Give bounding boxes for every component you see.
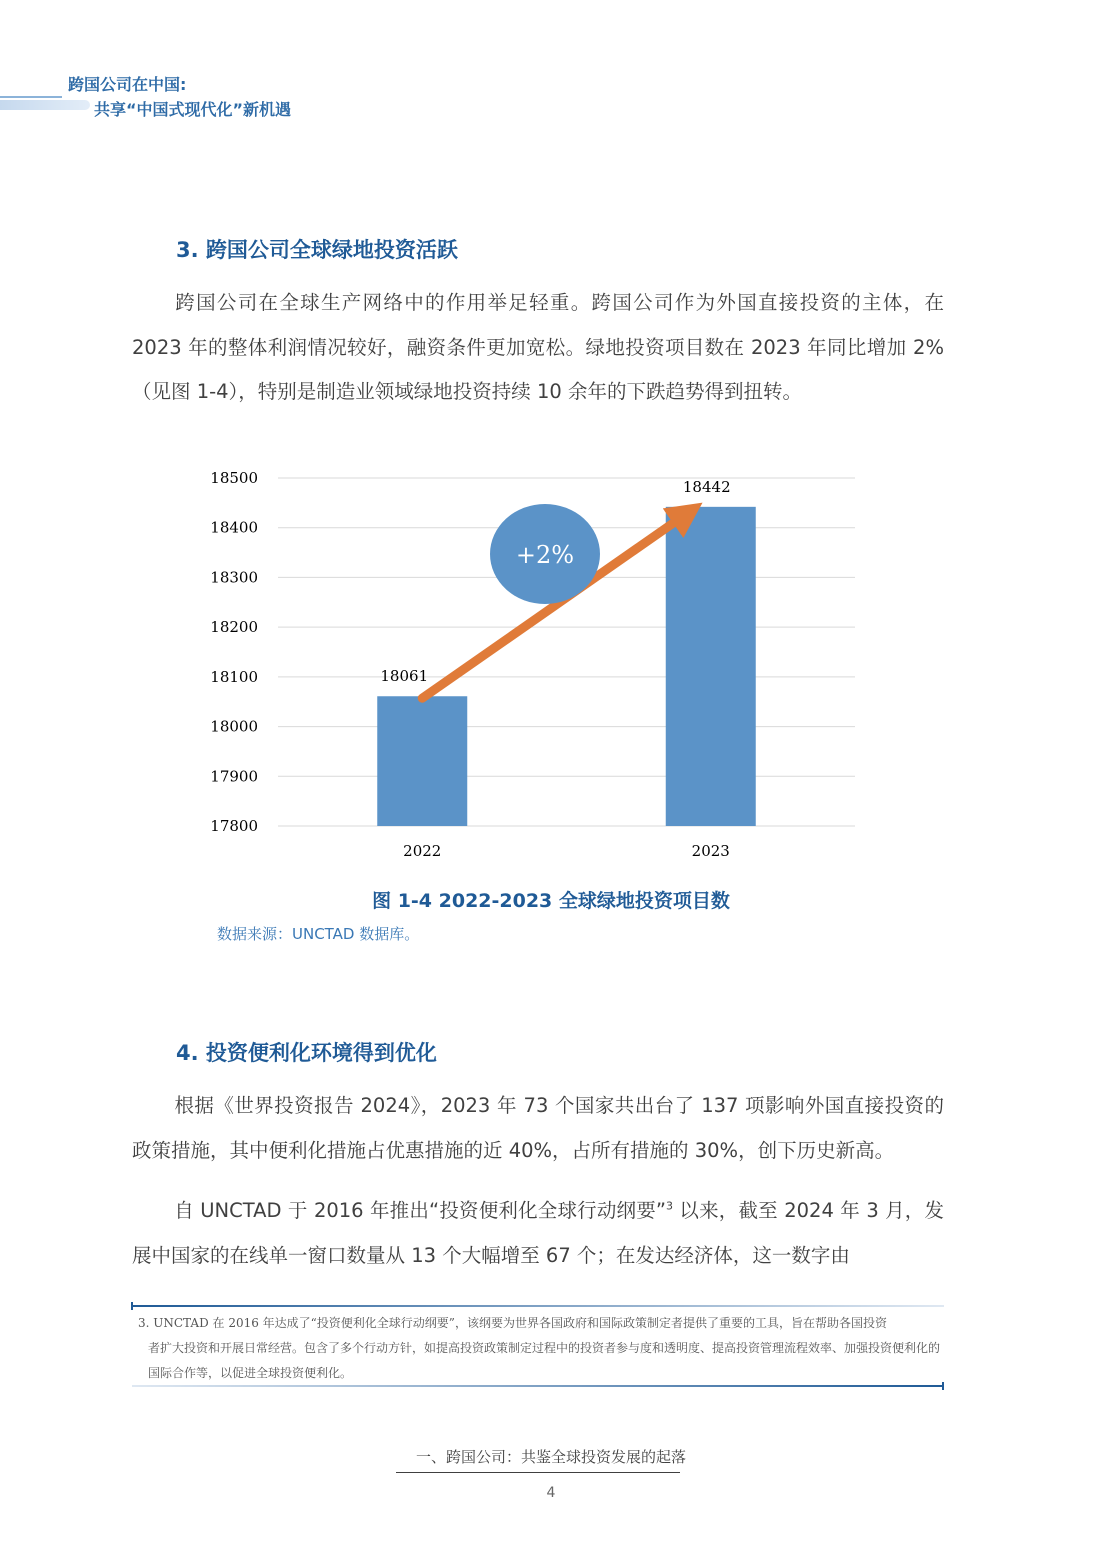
growth-annotation: +2% (515, 541, 575, 569)
x-tick-label: 2023 (691, 842, 730, 860)
section-4-paragraph-1 (132, 1084, 944, 1173)
y-tick-label: 17900 (210, 767, 258, 786)
footer-rule (396, 1472, 680, 1473)
y-tick-label: 18000 (210, 717, 258, 736)
section-4-heading: 4. 投资便利化环境得到优化 (176, 1041, 437, 1065)
footnote-3-continuation: 者扩大投资和开展日常经营。包含了多个行动方针，如提高投资政策制定过程中的投资者参与度和透明度、提高投资管理流程效率、加强投资便利化的国际合作等，以促进全球投资便利化。 (148, 1341, 941, 1380)
chart-annotation (422, 504, 691, 698)
running-header-line2: 共享“中国式现代化”新机遇 (94, 100, 292, 119)
section-3-text: 跨国公司在全球生产网络中的作用举足轻重。跨国公司作为外国直接投资的主体，在 2023 年的整体利润情况较好，融资条件更加宽松。绿地投资项目数在 2023 年同比增加 2%（见图 1-4），特别是制造业领域绿地投资持续 10 余年的下跌趋势得到扭转。 (132, 291, 944, 403)
y-tick-label: 18500 (210, 469, 258, 487)
chart-x-ticks (403, 842, 730, 860)
bar-2022 (377, 696, 467, 826)
header-rule (0, 96, 62, 98)
y-tick-label: 18400 (210, 518, 258, 537)
section-4-text-1: 根据《世界投资报告 2024》，2023 年 73 个国家共出台了 137 项影响外国直接投资的政策措施，其中便利化措施占优惠措施的近 40%，占所有措施的 30%，创下历史新高。 (132, 1094, 944, 1162)
footnote-3-first-line: 3. UNCTAD 在 2016 年达成了“投资便利化全球行动纲要”，该纲要为世界各国政府和国际政策制定者提供了重要的工具，旨在帮助各国投资 (138, 1316, 887, 1330)
page-number: 4 (546, 1485, 556, 1501)
figure-caption: 图 1-4 2022-2023 全球绿地投资项目数 (372, 890, 730, 912)
section-4-paragraph-2 (132, 1189, 944, 1278)
section-4-text-2a: 自 UNCTAD 于 2016 年推出“投资便利化全球行动纲要” (174, 1199, 667, 1222)
footnote-3 (138, 1311, 940, 1386)
section-3-heading: 3. 跨国公司全球绿地投资活跃 (176, 238, 458, 262)
y-tick-label: 18200 (210, 618, 258, 637)
footnote-rule-mark-left (131, 1302, 133, 1310)
y-tick-label: 18100 (210, 667, 258, 686)
footnote-rule-top (132, 1305, 944, 1307)
greenfield-projects-chart (200, 462, 880, 872)
x-tick-label: 2022 (403, 842, 442, 860)
value-label-2022: 18061 (380, 667, 429, 686)
running-header-line1: 跨国公司在中国: (68, 75, 187, 94)
figure-source: 数据来源：UNCTAD 数据库。 (217, 925, 420, 943)
footnote-ref-3[interactable]: 3 (666, 1199, 674, 1213)
footer-chapter-title: 一、跨国公司：共鉴全球投资发展的起落 (415, 1448, 686, 1466)
chart-y-ticks (210, 469, 258, 835)
value-label-2023: 18442 (682, 477, 731, 496)
header-decorative-bar (0, 100, 90, 110)
bar-2023 (666, 507, 756, 826)
footnote-rule-mark-right (942, 1382, 944, 1390)
y-tick-label: 18300 (210, 568, 258, 587)
section-4-text-2b: 以来，截至 2024 年 3 月，发展中国家的在线单一窗口数量从 13 个大幅增至 67 个；在发达经济体，这一数字由 (132, 1199, 944, 1267)
section-3-paragraph (132, 281, 944, 415)
footnote-rule-bottom (132, 1385, 944, 1387)
y-tick-label: 17800 (210, 817, 258, 835)
